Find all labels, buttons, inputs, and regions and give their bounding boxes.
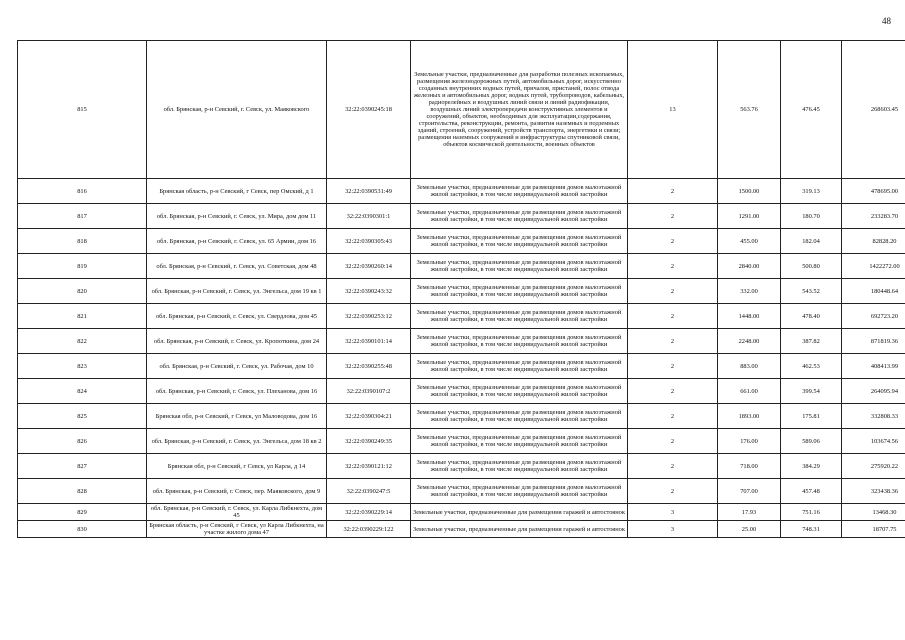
table-row — [18, 254, 905, 279]
permitted-use-cell: Земельные участки, предназначенные для размещения домов малоэтажной жилой застройки, в том числе индивидуальной жилой застройки — [411, 304, 628, 329]
address-cell: обл. Брянская, р-н Севский, г. Севск, ул. 65 Армии, дом 16 — [147, 229, 327, 254]
cadastral-number-cell: 32:22:0390243:32 — [327, 279, 411, 304]
permitted-use-cell: Земельные участки, предназначенные для размещения домов малоэтажной жилой застройки, в том числе индивидуальной жилой застройки — [411, 229, 628, 254]
address-cell: обл. Брянская, р-н Севский, г. Севск, пер. Маяковского, дом 9 — [147, 479, 327, 504]
specific-value-cell: 180.70 — [781, 204, 842, 229]
address-cell: Брянская обл, р-н Севский, г Севск, ул Маловодова, дом 16 — [147, 404, 327, 429]
permitted-use-cell: Земельные участки, предназначенные для размещения домов малоэтажной жилой застройки, в том числе индивидуальной жилой застройки — [411, 454, 628, 479]
address-cell: обл. Брянская, р-н Севский, г. Севск, ул. Свердлова, дом 45 — [147, 304, 327, 329]
category-cell: 2 — [628, 279, 718, 304]
cadastral-number-cell: 32:22:0390247:5 — [327, 479, 411, 504]
cadastral-value-cell: 268603.45 — [842, 41, 905, 179]
specific-value-cell: 457.48 — [781, 479, 842, 504]
specific-value-cell: 500.80 — [781, 254, 842, 279]
permitted-use-cell: Земельные участки, предназначенные для размещения домов малоэтажной жилой застройки, в том числе индивидуальной жилой застройки — [411, 354, 628, 379]
address-cell: обл. Брянская, р-н Севский, г. Севск, ул. Мира, дом дом 11 — [147, 204, 327, 229]
cadastral-number-cell: 32:22:0390531:49 — [327, 179, 411, 204]
table-row — [18, 329, 905, 354]
category-cell: 2 — [628, 179, 718, 204]
address-cell: обл. Брянская, р-н Севский, г. Севск, ул. Советская, дом 48 — [147, 254, 327, 279]
cadastral-value-cell: 1422272.00 — [842, 254, 905, 279]
area-cell: 661.00 — [718, 379, 781, 404]
address-cell: Брянская обл, р-н Севский, г Севск, ул Карла, д 14 — [147, 454, 327, 479]
address-cell: обл. Брянская, р-н Севский, г. Севск, ул. Карла Либкнехта, дом 45 — [147, 504, 327, 521]
cadastral-number-cell: 32:22:0390249:35 — [327, 429, 411, 454]
specific-value-cell: 748.31 — [781, 521, 842, 538]
category-cell: 2 — [628, 479, 718, 504]
permitted-use-cell: Земельные участки, предназначенные для размещения гаражей и автостоянок — [411, 521, 628, 538]
row-number-cell: 825 — [18, 404, 147, 429]
cadastral-number-cell: 32:22:0390245:18 — [327, 41, 411, 179]
address-cell: обл. Брянская, р-н Севский, г. Севск, ул. Рабочая, дом 10 — [147, 354, 327, 379]
cadastral-value-cell: 233283.70 — [842, 204, 905, 229]
address-cell: обл. Брянская, р-н Севский, г. Севск, ул. Энгельса, дом 18 кв 2 — [147, 429, 327, 454]
permitted-use-cell: Земельные участки, предназначенные для размещения домов малоэтажной жилой застройки, в том числе индивидуальной жилой застройки — [411, 254, 628, 279]
table-row — [18, 404, 905, 429]
table-row — [18, 479, 905, 504]
specific-value-cell: 478.40 — [781, 304, 842, 329]
permitted-use-cell: Земельные участки, предназначенные для размещения домов малоэтажной жилой застройки, в том числе индивидуальной жилой застройки — [411, 479, 628, 504]
address-cell: Брянская область, р-н Севский, г Севск, ул Карла Либкнехта, на участке жилого дома 47 — [147, 521, 327, 538]
row-number-cell: 818 — [18, 229, 147, 254]
cadastral-number-cell: 32:22:0390107:2 — [327, 379, 411, 404]
table-row — [18, 454, 905, 479]
specific-value-cell: 319.13 — [781, 179, 842, 204]
cadastral-number-cell: 32:22:0390121:12 — [327, 454, 411, 479]
permitted-use-cell: Земельные участки, предназначенные для размещения домов малоэтажной жилой застройки, в том числе индивидуальной жилой застройки — [411, 404, 628, 429]
category-cell: 2 — [628, 429, 718, 454]
cadastral-value-cell: 180448.64 — [842, 279, 905, 304]
area-cell: 2840.00 — [718, 254, 781, 279]
cadastral-number-cell: 32:22:0390304:21 — [327, 404, 411, 429]
category-cell: 2 — [628, 354, 718, 379]
category-cell: 2 — [628, 254, 718, 279]
specific-value-cell: 589.06 — [781, 429, 842, 454]
row-number-cell: 817 — [18, 204, 147, 229]
specific-value-cell: 175.81 — [781, 404, 842, 429]
category-cell: 3 — [628, 521, 718, 538]
cadastral-value-cell: 264095.94 — [842, 379, 905, 404]
category-cell: 2 — [628, 404, 718, 429]
category-cell: 2 — [628, 229, 718, 254]
cadastral-value-cell: 692723.20 — [842, 304, 905, 329]
cadastral-value-cell: 13468.30 — [842, 504, 905, 521]
specific-value-cell: 182.04 — [781, 229, 842, 254]
category-cell: 2 — [628, 329, 718, 354]
page-number: 48 — [882, 16, 891, 26]
table-row — [18, 279, 905, 304]
cadastral-value-cell: 332808.33 — [842, 404, 905, 429]
permitted-use-cell: Земельные участки, предназначенные для разработки полезных ископаемых, размещения железнодорожных путей, автомобильных дорог, искусственно созданных внутренних водных путей, причалов, пристаней, полос отвода железных и автомобильных дорог, водных путей, трубопроводов, кабельных, радиорелейных и воздушных линий связи и линий радиофикации, воздушных линий электропередачи конструктивных элементов и сооружений, объектов, необходимых для эксплуатации,содержания, строительства, реконструкции, ремонта, развития наземных и подземных зданий, строений, сооружений, устройств транспорта, энергетики и связи; размещения наземных сооружений и инфраструктуры спутниковой связи, объектов космической деятельности, военных объектов — [411, 41, 628, 179]
area-cell: 707.00 — [718, 479, 781, 504]
address-cell: Брянская область, р-н Севский, г Севск, пер Омский, д 1 — [147, 179, 327, 204]
area-cell: 176.00 — [718, 429, 781, 454]
row-number-cell: 828 — [18, 479, 147, 504]
category-cell: 2 — [628, 304, 718, 329]
permitted-use-cell: Земельные участки, предназначенные для размещения гаражей и автостоянок — [411, 504, 628, 521]
area-cell: 718.00 — [718, 454, 781, 479]
cadastral-value-cell: 275920.22 — [842, 454, 905, 479]
table-row — [18, 504, 905, 521]
row-number-cell: 821 — [18, 304, 147, 329]
specific-value-cell: 462.53 — [781, 354, 842, 379]
permitted-use-cell: Земельные участки, предназначенные для размещения домов малоэтажной жилой застройки, в том числе индивидуальной жилой застройки — [411, 429, 628, 454]
row-number-cell: 827 — [18, 454, 147, 479]
registry-table-body — [18, 41, 905, 538]
table-row — [18, 429, 905, 454]
table-row — [18, 304, 905, 329]
category-cell: 3 — [628, 504, 718, 521]
area-cell: 455.00 — [718, 229, 781, 254]
row-number-cell: 823 — [18, 354, 147, 379]
cadastral-number-cell: 32:22:0390229:14 — [327, 504, 411, 521]
cadastral-value-cell: 323438.36 — [842, 479, 905, 504]
table-row — [18, 354, 905, 379]
permitted-use-cell: Земельные участки, предназначенные для размещения домов малоэтажной жилой застройки, в том числе индивидуальной жилой застройки — [411, 279, 628, 304]
table-row — [18, 379, 905, 404]
category-cell: 2 — [628, 379, 718, 404]
table-row — [18, 521, 905, 538]
row-number-cell: 824 — [18, 379, 147, 404]
area-cell: 883.00 — [718, 354, 781, 379]
cadastral-value-cell: 408413.99 — [842, 354, 905, 379]
cadastral-value-cell: 478695.00 — [842, 179, 905, 204]
area-cell: 1448.00 — [718, 304, 781, 329]
area-cell: 17.93 — [718, 504, 781, 521]
cadastral-value-cell: 82828.20 — [842, 229, 905, 254]
row-number-cell: 815 — [18, 41, 147, 179]
cadastral-value-cell: 103674.56 — [842, 429, 905, 454]
category-cell: 2 — [628, 204, 718, 229]
cadastral-number-cell: 32:22:0390255:48 — [327, 354, 411, 379]
cadastral-number-cell: 32:22:0390229:122 — [327, 521, 411, 538]
cadastral-number-cell: 32:22:0390260:14 — [327, 254, 411, 279]
specific-value-cell: 543.52 — [781, 279, 842, 304]
row-number-cell: 829 — [18, 504, 147, 521]
land-registry-table — [17, 40, 905, 538]
area-cell: 563.76 — [718, 41, 781, 179]
row-number-cell: 819 — [18, 254, 147, 279]
permitted-use-cell: Земельные участки, предназначенные для размещения домов малоэтажной жилой застройки, в том числе индивидуальной жилой застройки — [411, 329, 628, 354]
cadastral-value-cell: 18707.75 — [842, 521, 905, 538]
cadastral-number-cell: 32:22:0390253:12 — [327, 304, 411, 329]
table-row — [18, 41, 905, 179]
area-cell: 1893.00 — [718, 404, 781, 429]
address-cell: обл. Брянская, р-н Севский, г. Севск, ул. Энгельса, дом 19 кв 1 — [147, 279, 327, 304]
specific-value-cell: 476.45 — [781, 41, 842, 179]
address-cell: обл. Брянская, р-н Севский, г. Севск, ул. Плеханова, дом 16 — [147, 379, 327, 404]
specific-value-cell: 387.82 — [781, 329, 842, 354]
row-number-cell: 830 — [18, 521, 147, 538]
table-row — [18, 229, 905, 254]
specific-value-cell: 399.54 — [781, 379, 842, 404]
specific-value-cell: 751.16 — [781, 504, 842, 521]
table-row — [18, 204, 905, 229]
permitted-use-cell: Земельные участки, предназначенные для размещения домов малоэтажной жилой застройки, в том числе индивидуальной жилой застройки — [411, 379, 628, 404]
row-number-cell: 822 — [18, 329, 147, 354]
address-cell: обл. Брянская, р-н Севский, г. Севск, ул. Кропоткина, дом 24 — [147, 329, 327, 354]
category-cell: 2 — [628, 454, 718, 479]
area-cell: 25.00 — [718, 521, 781, 538]
cadastral-value-cell: 871819.36 — [842, 329, 905, 354]
area-cell: 1500.00 — [718, 179, 781, 204]
cadastral-number-cell: 32:22:0390301:1 — [327, 204, 411, 229]
table-row — [18, 179, 905, 204]
row-number-cell: 816 — [18, 179, 147, 204]
specific-value-cell: 384.29 — [781, 454, 842, 479]
category-cell: 13 — [628, 41, 718, 179]
permitted-use-cell: Земельные участки, предназначенные для размещения домов малоэтажной жилой застройки, в том числе индивидуальной жилой застройки — [411, 179, 628, 204]
address-cell: обл. Брянская, р-н Севский, г. Севск, ул. Маяковского — [147, 41, 327, 179]
row-number-cell: 820 — [18, 279, 147, 304]
cadastral-number-cell: 32:22:0390305:43 — [327, 229, 411, 254]
area-cell: 332.00 — [718, 279, 781, 304]
cadastral-number-cell: 32:22:0390101:14 — [327, 329, 411, 354]
permitted-use-cell: Земельные участки, предназначенные для размещения домов малоэтажной жилой застройки, в том числе индивидуальной жилой застройки — [411, 204, 628, 229]
area-cell: 2248.00 — [718, 329, 781, 354]
row-number-cell: 826 — [18, 429, 147, 454]
area-cell: 1291.00 — [718, 204, 781, 229]
